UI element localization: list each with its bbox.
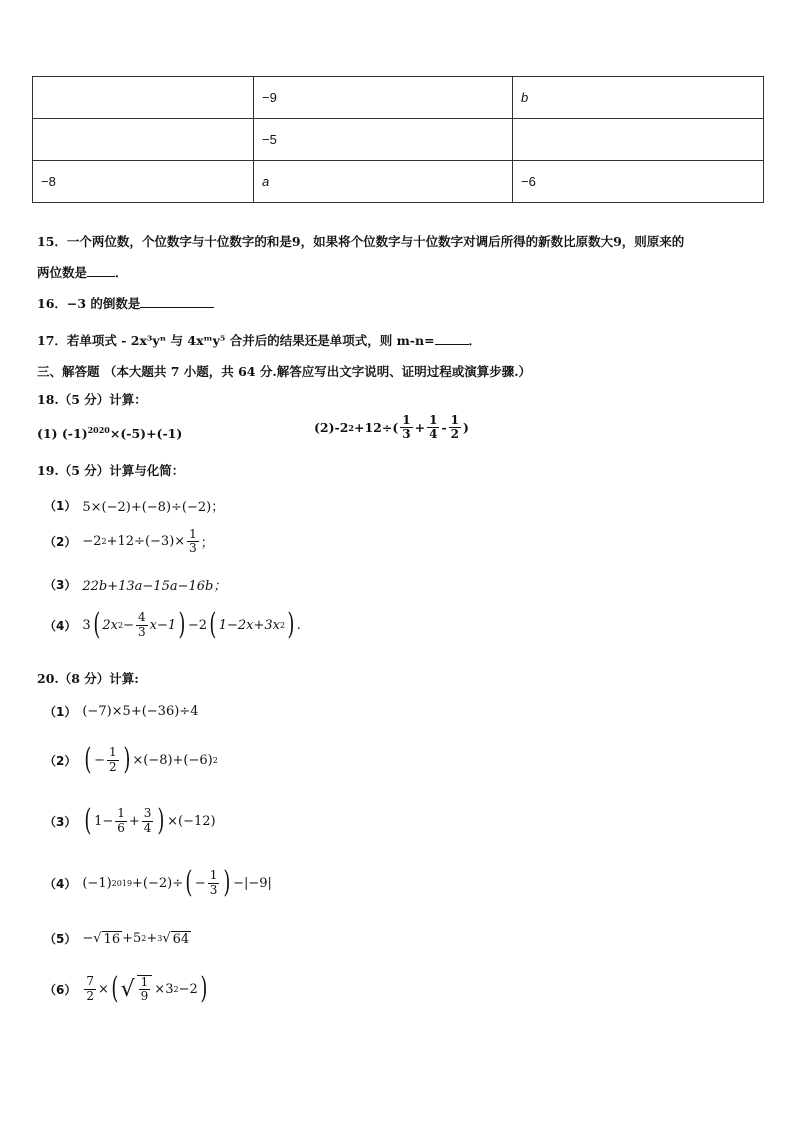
expression xyxy=(82,971,209,1006)
numerator: 1 xyxy=(450,413,460,427)
number-grid-table xyxy=(32,76,764,203)
paren-open: ( xyxy=(84,742,92,777)
item-label: （2） xyxy=(44,535,77,550)
section-3-heading: 三、解答题 （本大题共 7 小题，共 64 分.解答应写出文字说明、证明过程或演算步骤.） xyxy=(37,364,532,379)
answer-blank xyxy=(87,264,115,277)
question-18-part2 xyxy=(314,414,469,441)
root-index: 3 xyxy=(157,934,163,943)
term: ×3 xyxy=(154,981,174,997)
fraction xyxy=(136,611,148,638)
question-20-item2 xyxy=(44,742,218,777)
table-cell: −5 xyxy=(254,119,513,161)
exponent: 2 xyxy=(117,620,124,630)
operator: - xyxy=(441,420,447,436)
numerator: 7 xyxy=(86,974,94,989)
paren-close: ) xyxy=(157,803,165,838)
term: 1−2x+3x xyxy=(218,617,280,633)
numerator: 1 xyxy=(209,868,218,883)
exponent: 2 xyxy=(348,422,354,433)
question-16 xyxy=(37,294,214,312)
expression xyxy=(82,742,218,777)
table-cell xyxy=(513,119,764,161)
question-16-text: 16．−3 的倒数是 xyxy=(37,296,141,311)
expression: ×(-5)+(-1) xyxy=(109,426,183,442)
table-cell: a xyxy=(254,161,513,203)
term: ； xyxy=(200,536,214,552)
fraction xyxy=(208,869,220,896)
fraction xyxy=(427,414,439,441)
fraction xyxy=(84,975,96,1002)
paren-open: ( xyxy=(185,865,193,900)
term: . xyxy=(296,617,301,633)
operator: + xyxy=(128,813,140,829)
expression: 22b+13a−15a−16b； xyxy=(82,579,227,594)
exponent: 2 xyxy=(173,984,179,994)
answer-blank xyxy=(435,332,469,345)
fraction xyxy=(142,807,154,834)
radicand: 64 xyxy=(172,931,190,947)
answer-blank xyxy=(140,295,214,308)
exponent: 2 xyxy=(141,934,147,943)
question-15-text: 两位数是 xyxy=(37,265,88,280)
expression xyxy=(82,803,216,838)
term: −√ xyxy=(82,931,102,946)
table-cell: −9 xyxy=(254,77,513,119)
term: (−1) xyxy=(82,875,112,891)
expression xyxy=(82,931,191,947)
term: +12÷(−3)× xyxy=(106,534,186,550)
fraction xyxy=(449,414,461,441)
question-20-heading: 20.（8 分）计算: xyxy=(37,671,139,686)
question-20-item5 xyxy=(44,930,191,947)
item-label: （4） xyxy=(44,618,77,633)
numerator: 1 xyxy=(429,413,438,427)
operator: ) xyxy=(463,420,469,436)
paren-close: ) xyxy=(178,607,186,642)
item-label: （5） xyxy=(44,932,77,946)
denominator: 4 xyxy=(429,427,438,442)
fraction xyxy=(137,975,153,1003)
table-cell xyxy=(33,119,254,161)
exponent: 2 xyxy=(212,755,218,765)
denominator: 6 xyxy=(117,820,125,835)
paren-close: ) xyxy=(223,865,231,900)
table-cell: b xyxy=(513,77,764,119)
operator: + xyxy=(414,420,426,436)
paren-open: ( xyxy=(209,607,217,642)
term: − xyxy=(123,617,134,633)
exponent: 2019 xyxy=(111,878,133,888)
question-19-heading: 19.（5 分）计算与化简： xyxy=(37,463,185,478)
term: ×(−12) xyxy=(167,813,216,829)
numerator: 1 xyxy=(402,413,411,427)
paren-close: ) xyxy=(200,971,208,1006)
denominator: 3 xyxy=(137,624,146,639)
paren-open: ( xyxy=(84,803,92,838)
question-15-line1: 15．一个两位数，个位数字与十位数字的和是9，如果将个位数字与十位数字对调后所得的新数比原数大9，则原来的 xyxy=(37,234,685,249)
term: + xyxy=(146,931,158,946)
question-18-heading: 18.（5 分）计算： xyxy=(37,392,147,407)
item-label: （3） xyxy=(44,814,77,829)
numerator: 1 xyxy=(189,527,197,541)
denominator: 3 xyxy=(189,541,197,556)
term: +5 xyxy=(122,931,142,946)
expression: +12÷( xyxy=(354,420,399,436)
question-19-item1 xyxy=(44,496,224,515)
expression: 5×(−2)+(−8)÷(−2)； xyxy=(82,500,225,515)
term: 1− xyxy=(94,813,114,829)
expression: (2)-2 xyxy=(314,420,349,436)
paren-open: ( xyxy=(92,607,101,642)
table-row xyxy=(33,119,764,161)
numerator: 3 xyxy=(143,806,152,821)
question-15-end: ． xyxy=(115,265,128,280)
radical-sign: √ xyxy=(162,931,171,946)
table-row xyxy=(33,77,764,119)
table-cell: −8 xyxy=(33,161,254,203)
item-label: （6） xyxy=(44,982,77,997)
term: 2x xyxy=(102,617,118,633)
denominator: 2 xyxy=(450,427,460,442)
denominator: 4 xyxy=(143,820,152,835)
item-label: （2） xyxy=(44,753,77,768)
item-label: （3） xyxy=(44,578,77,592)
expression: (−7)×5+(−36)÷4 xyxy=(82,704,199,719)
question-17 xyxy=(37,331,481,349)
table-cell: −6 xyxy=(513,161,764,203)
denominator: 2 xyxy=(108,759,117,774)
question-20-item6 xyxy=(44,971,209,1006)
radicand: 16 xyxy=(103,931,121,947)
radical-sign: √ xyxy=(120,976,135,1002)
denominator: 2 xyxy=(86,988,94,1003)
term: x−1 xyxy=(149,617,177,633)
paren-close: ) xyxy=(287,607,295,642)
question-19-item3 xyxy=(44,575,226,594)
expression xyxy=(82,607,301,642)
term: × xyxy=(98,981,109,997)
item-label: （4） xyxy=(44,876,77,891)
question-18-part1 xyxy=(37,425,182,441)
term: − xyxy=(94,752,105,768)
denominator: 9 xyxy=(140,989,149,1003)
numerator: 1 xyxy=(108,745,117,760)
fraction xyxy=(187,528,199,555)
numerator: 4 xyxy=(137,610,146,625)
question-20-item4 xyxy=(44,865,272,900)
exponent: 2 xyxy=(279,620,286,630)
question-17-end: ． xyxy=(468,333,482,348)
question-19-item2 xyxy=(44,528,214,555)
fraction xyxy=(400,414,412,441)
term: ×(−8)+(−6) xyxy=(132,752,213,768)
part-label: (1) xyxy=(37,426,58,442)
question-20-item3 xyxy=(44,803,216,838)
numerator: 1 xyxy=(140,974,149,989)
exponent: 2020 xyxy=(87,425,110,435)
question-19-item4 xyxy=(44,607,301,642)
term: −2 xyxy=(178,981,198,997)
term: −2 xyxy=(82,534,102,550)
expression xyxy=(82,865,272,900)
table-cell xyxy=(33,77,254,119)
table-row xyxy=(33,161,764,203)
expression: (-1) xyxy=(61,426,88,442)
item-label: （1） xyxy=(44,705,77,719)
expression xyxy=(82,528,213,555)
numerator: 1 xyxy=(117,806,125,821)
paren-open: ( xyxy=(111,971,119,1006)
item-label: （1） xyxy=(44,499,77,513)
term: −|−9| xyxy=(233,875,272,891)
fraction xyxy=(115,807,127,834)
fraction xyxy=(107,746,119,773)
question-15-line2 xyxy=(37,263,128,281)
term: 3 xyxy=(82,617,91,633)
term: +(−2)÷ xyxy=(132,875,184,891)
question-17-text: 17．若单项式 - 2x³yⁿ 与 4xᵐy⁵ 合并后的结果还是单项式，则 m-n= xyxy=(37,333,435,348)
term: −2 xyxy=(187,617,207,633)
term: − xyxy=(194,875,206,891)
exponent: 2 xyxy=(101,537,107,547)
denominator: 3 xyxy=(402,427,411,442)
question-20-item1 xyxy=(44,703,198,720)
denominator: 3 xyxy=(209,882,218,897)
paren-close: ) xyxy=(122,742,130,777)
